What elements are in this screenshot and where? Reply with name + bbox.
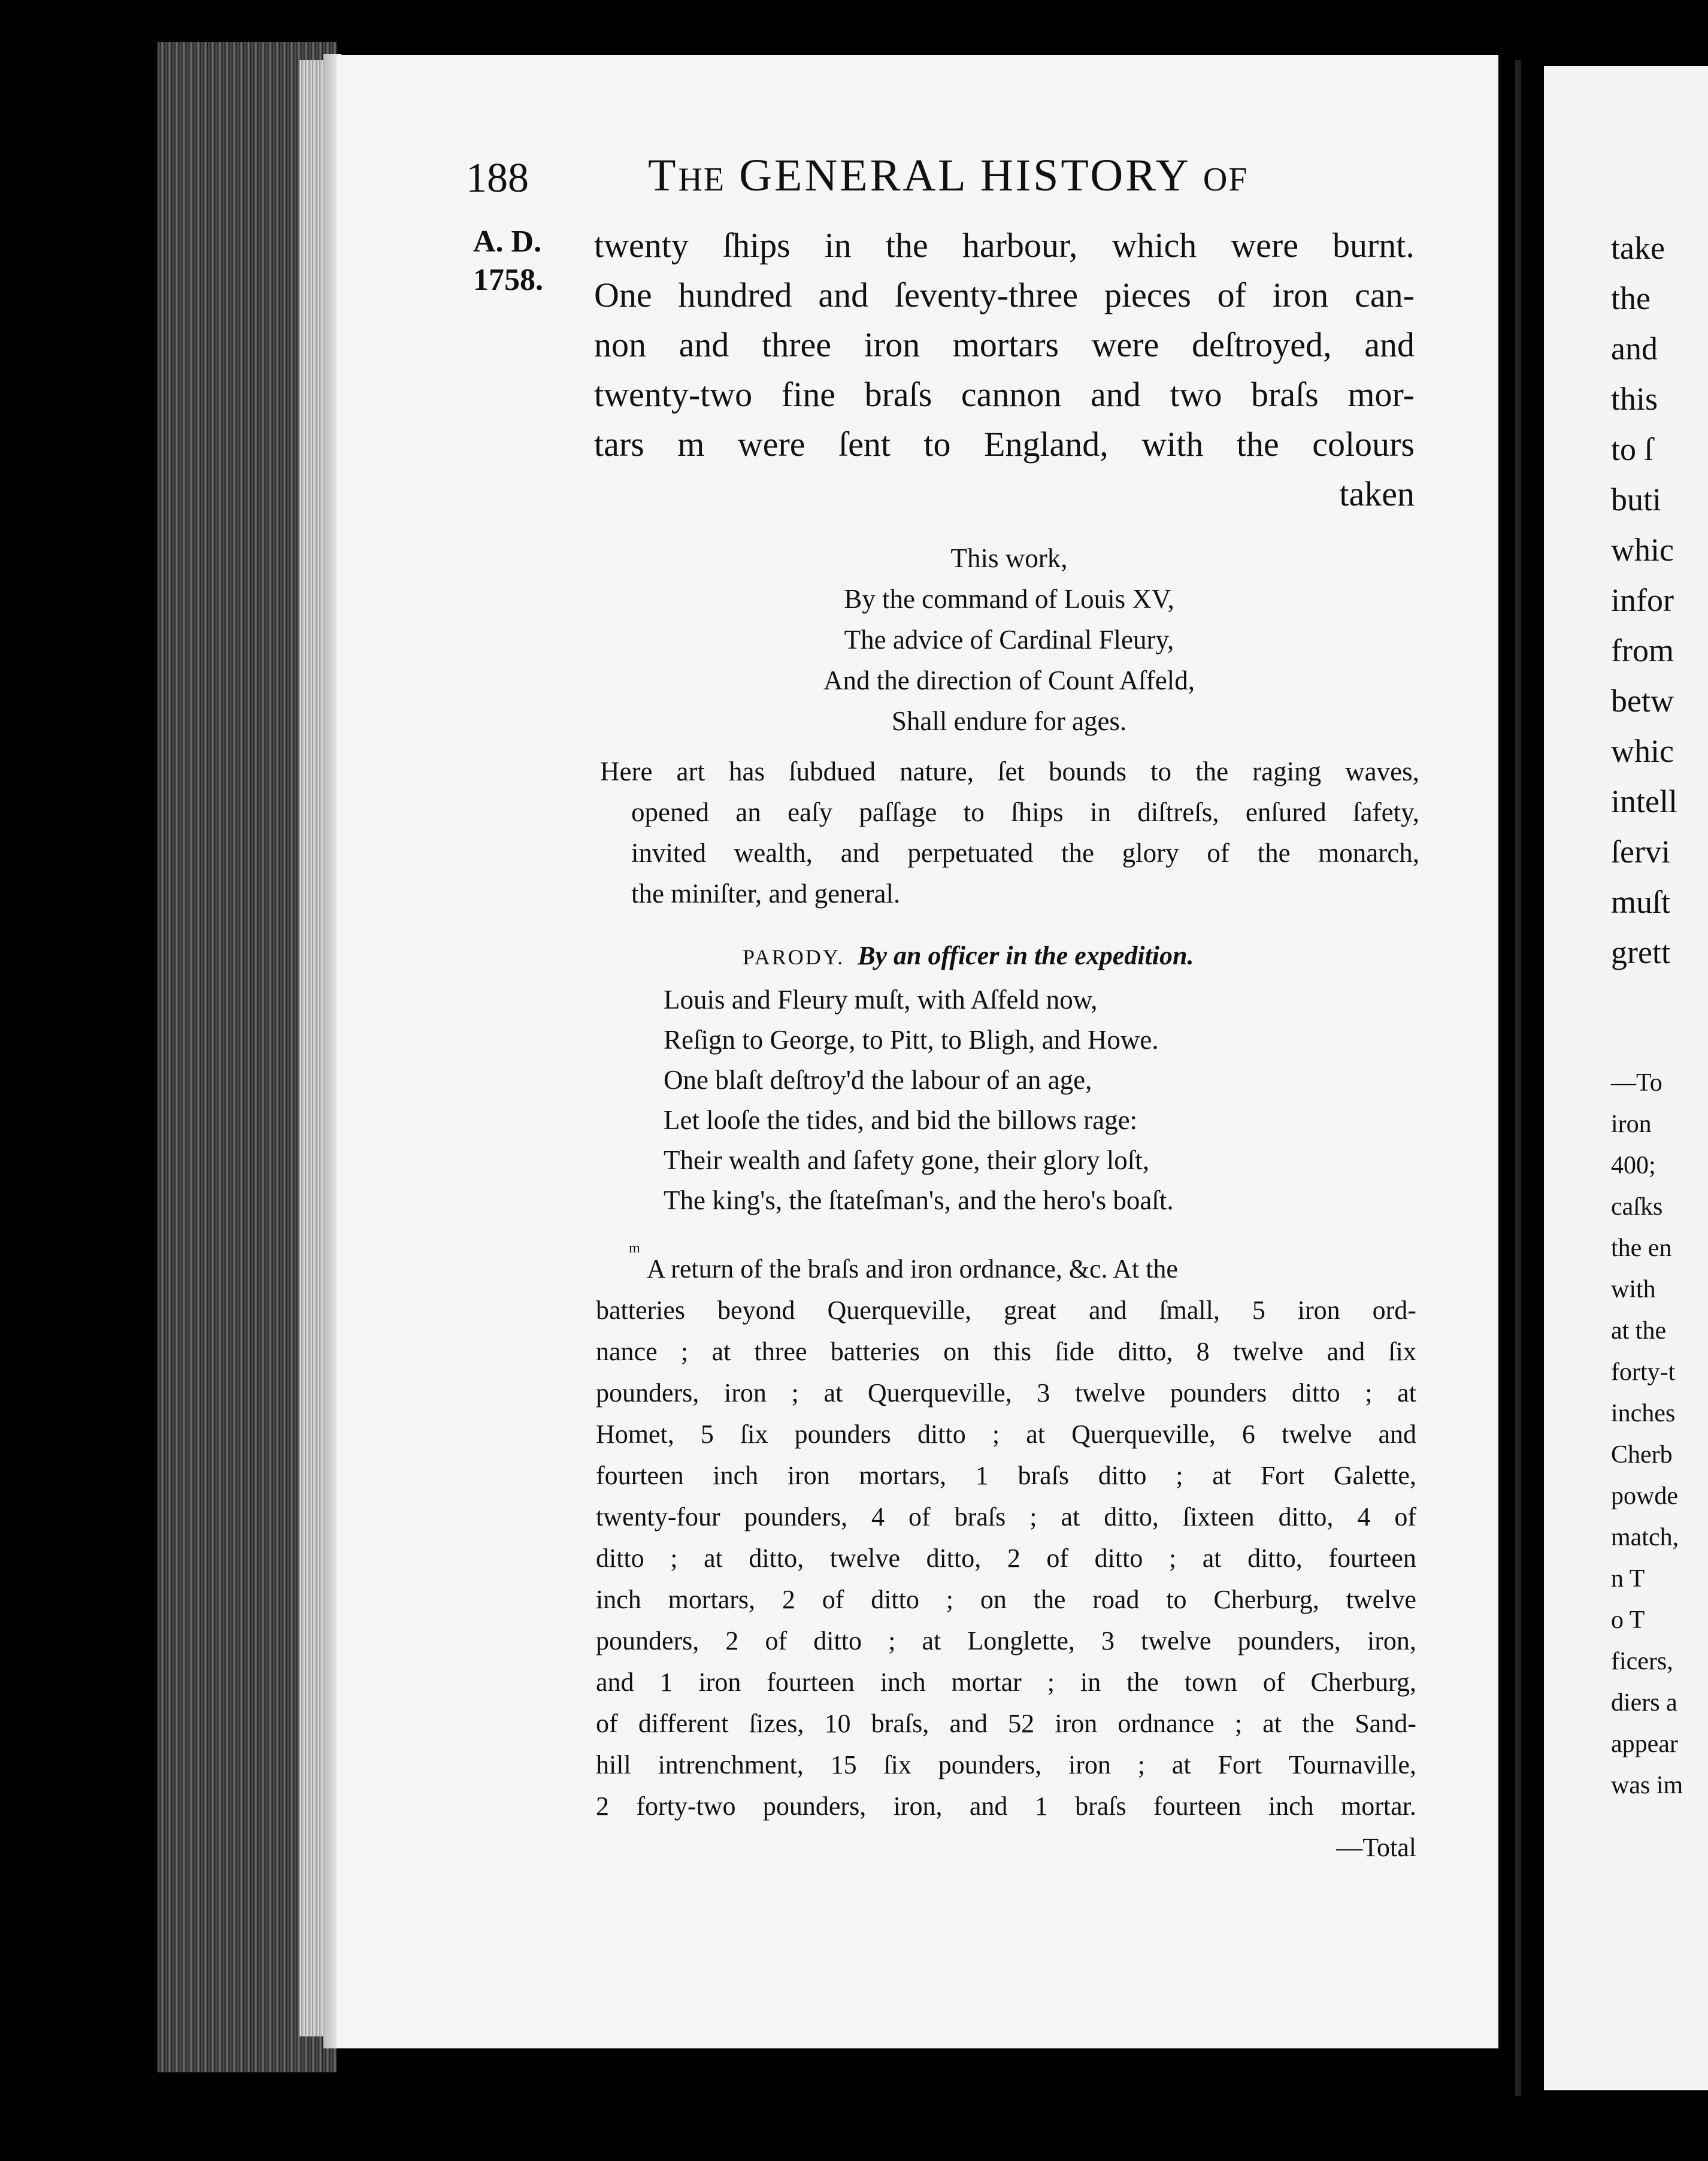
facing-note-line: caſks [1611, 1193, 1663, 1221]
facing-note-line: ficers, [1611, 1648, 1673, 1675]
facing-note-line: iron [1611, 1110, 1652, 1138]
footnote-line: batteries beyond Querqueville, great and ſmall, 5 iron ord- [596, 1296, 1416, 1325]
facing-note-line: powde [1611, 1482, 1678, 1510]
facing-note-line: was im [1611, 1772, 1683, 1799]
footnote-line: hill intrenchment, 15 ſix pounders, iron ; at Fort Tournaville, [596, 1750, 1416, 1779]
facing-note-line: at the [1611, 1317, 1667, 1345]
facing-note-line: inches [1611, 1400, 1676, 1427]
parody-heading [743, 940, 1194, 971]
poem-line: One blaſt deſtroy'd the labour of an age, [664, 1065, 1092, 1095]
facing-line: buti [1611, 482, 1662, 517]
body-line: One hundred and ſeventy-three pieces of iron can- [594, 276, 1415, 314]
footnote-line: nance ; at three batteries on this ſide ditto, 8 twelve and ſix [596, 1337, 1416, 1366]
facing-line: the [1611, 280, 1651, 316]
facing-note-line: —To [1611, 1069, 1662, 1097]
inscription-line: By the command of Louis XV, [844, 584, 1174, 614]
facing-line: from [1611, 632, 1674, 668]
running-title [648, 150, 1248, 202]
facing-note-line: the en [1611, 1234, 1672, 1262]
footnote-marker: m [629, 1240, 640, 1256]
footnote-line: ditto ; at ditto, twelve ditto, 2 of ditto ; at ditto, fourteen [596, 1543, 1416, 1573]
title-main: GENERAL HISTORY [739, 150, 1189, 201]
footnote-line: Homet, 5 ſix pounders ditto ; at Querqueville, 6 twelve and [596, 1420, 1416, 1449]
facing-line: betw [1611, 683, 1674, 719]
facing-line: muſt [1611, 884, 1671, 920]
facing-line: and [1611, 331, 1658, 367]
center-gutter [1515, 60, 1521, 2096]
year-label: A. D. [473, 225, 542, 259]
footnote-line: 2 forty-two pounders, iron, and 1 braſs fourteen inch mortar. [596, 1791, 1416, 1821]
inscription-line: This work, [950, 543, 1068, 573]
facing-line: whic [1611, 733, 1674, 769]
facing-note-line: n T [1611, 1565, 1645, 1593]
parody-attribution: By an officer in the expedition. [858, 941, 1194, 970]
inscription-line: Shall endure for ages. [891, 706, 1127, 736]
facing-line: intell [1611, 783, 1677, 819]
facing-note-line: forty-t [1611, 1358, 1676, 1386]
page-number: 188 [466, 155, 529, 201]
poem-line: Their wealth and ſafety gone, their glory loſt, [664, 1145, 1149, 1175]
year: 1758. [473, 263, 543, 297]
footnote-line: twenty-four pounders, 4 of braſs ; at ditto, ſixteen ditto, 4 of [596, 1502, 1416, 1532]
prose-line: opened an eaſy paſſage to ſhips in diſtreſs, enſured ſafety, [631, 797, 1419, 827]
footnote [596, 1240, 1416, 1868]
facing-line: to ſ [1611, 431, 1654, 467]
body-text [594, 220, 1415, 519]
footnote-line: inch mortars, 2 of ditto ; on the road to Cherburg, twelve [596, 1585, 1416, 1614]
parody-label: PARODY. [743, 945, 845, 969]
facing-note-line: with [1611, 1276, 1656, 1303]
inscription-line: The advice of Cardinal Fleury, [844, 625, 1174, 655]
facing-page-notes [1611, 1063, 1683, 1806]
inscription-line: And the direction of Count Aſfeld, [823, 665, 1195, 695]
footnote-line: and 1 iron fourteen inch mortar ; in the town of Cherburg, [596, 1667, 1416, 1697]
facing-note-line: o T [1611, 1606, 1645, 1634]
facing-note-line: 400; [1611, 1152, 1656, 1179]
facing-page-body [1611, 223, 1677, 977]
footnote-line: of different ſizes, 10 braſs, and 52 iron ordnance ; at the Sand- [596, 1709, 1416, 1738]
facing-note-line: appear [1611, 1730, 1678, 1758]
footnote-line: pounders, 2 of ditto ; at Longlette, 3 twelve pounders, iron, [596, 1626, 1416, 1655]
facing-line: this [1611, 381, 1658, 417]
facing-line: infor [1611, 582, 1674, 618]
inscription-prose [600, 751, 1419, 914]
poem-line: Reſign to George, to Pitt, to Bligh, and Howe. [664, 1025, 1159, 1055]
body-line: non and three iron mortars were deſtroyed, and [594, 325, 1415, 364]
prose-line: Here art has ſubdued nature, ſet bounds to the raging waves, [600, 756, 1419, 786]
footnote-line: pounders, iron ; at Querqueville, 3 twelve pounders ditto ; at [596, 1378, 1416, 1408]
catchword: taken [1339, 474, 1415, 513]
prose-line: the miniſter, and general. [631, 879, 901, 909]
facing-line: ſervi [1611, 834, 1670, 870]
body-line: tars m were ſent to England, with the colours [594, 425, 1415, 464]
facing-line: take [1611, 230, 1665, 266]
title-lead: T [648, 150, 679, 201]
poem-line: Louis and Fleury muſt, with Aſfeld now, [664, 985, 1098, 1015]
body-line: twenty-two fine braſs cannon and two braſs mor- [594, 375, 1415, 414]
body-line: twenty ſhips in the harbour, which were burnt. [594, 226, 1415, 265]
margin-date [473, 223, 543, 299]
facing-note-line: Cherb [1611, 1441, 1673, 1469]
facing-note-line: diers a [1611, 1689, 1677, 1717]
facing-note-line: match, [1611, 1524, 1679, 1551]
facing-line: grett [1611, 934, 1670, 970]
footnote-catchword: —Total [1336, 1833, 1416, 1862]
prose-line: invited wealth, and perpetuated the glory of the monarch, [631, 838, 1419, 868]
parody-poem [664, 980, 1174, 1221]
footnote-text: A return of the braſs and iron ordnance, &c. At the [646, 1254, 1178, 1284]
title-lead-small: HE [678, 161, 726, 198]
inscription [599, 538, 1419, 741]
poem-line: Let looſe the tides, and bid the billows rage: [664, 1105, 1138, 1135]
footnote-line [596, 1240, 1416, 1290]
title-tail-small: OF [1203, 161, 1249, 198]
footnote-line: fourteen inch iron mortars, 1 braſs ditto ; at Fort Galette, [596, 1461, 1416, 1490]
facing-line: whic [1611, 532, 1674, 568]
poem-line: The king's, the ſtateſman's, and the hero's boaſt. [664, 1185, 1174, 1215]
